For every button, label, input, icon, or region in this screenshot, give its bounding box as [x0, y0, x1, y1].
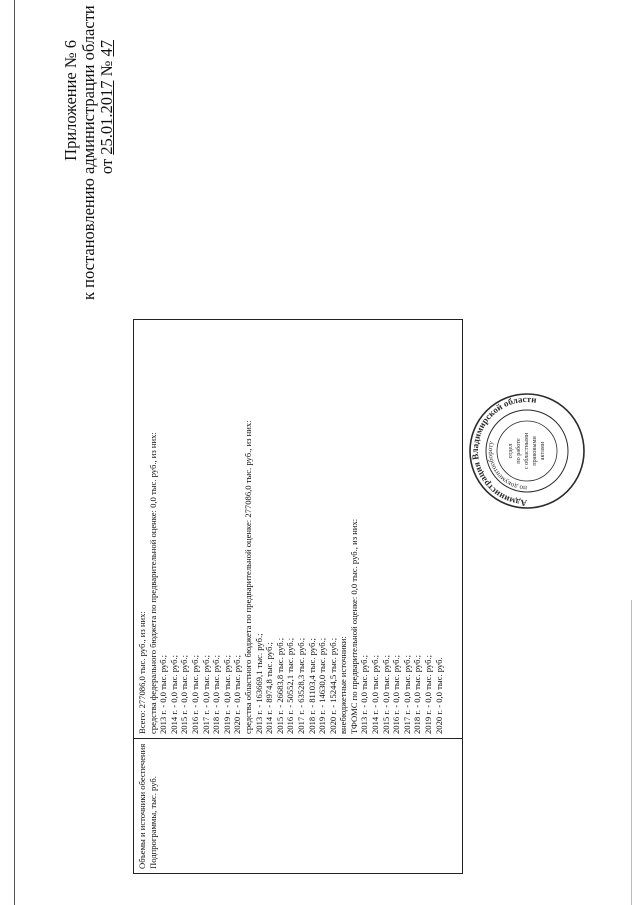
funding-line: 2013 г. - 0,0 тыс. руб.; — [158, 654, 169, 734]
funding-line: 2019 г. - 14630,0 тыс. руб.; — [317, 637, 328, 734]
funding-line: 2019 г. - 0,0 тыс. руб.; — [221, 654, 232, 734]
funding-line: 2018 г. - 0,0 тыс. руб.; — [211, 654, 222, 734]
document-number: 47 — [97, 40, 116, 57]
number-sign: № — [97, 60, 116, 77]
from-label: от — [97, 158, 116, 175]
stamp-center-line: актами — [539, 441, 546, 461]
table-label-cell: Объемы и источники обеспечения Подпрограммы, тыс. руб. — [134, 738, 462, 873]
stamp-center-line: с областными — [523, 432, 530, 470]
funding-line: 2020 г. - 0,0 тыс. руб.; — [232, 654, 243, 734]
funding-line: 2014 г. - 0,0 тыс. руб.; — [168, 654, 179, 734]
funding-line: 2015 г. - 26683,8 тыс. руб.; — [274, 637, 285, 734]
funding-line: Всего: 277086,0 тыс. руб., из них: — [137, 611, 147, 734]
scan-edge-right — [631, 600, 632, 905]
stamp-inner-text: по документообороту — [485, 440, 528, 493]
scan-edge-left — [14, 0, 15, 905]
funding-line: 2016 г. - 0,0 тыс. руб.; — [391, 654, 402, 734]
stamp-center-line: правовыми — [531, 436, 538, 466]
stamp-outer-text: Администрация Владимирской области — [469, 393, 538, 509]
funding-line: 2018 г. - 81103,4 тыс. руб.; — [306, 638, 317, 734]
funding-line: 2016 г. - 0,0 тыс. руб.; — [189, 654, 200, 734]
funding-line: 2013 г. - 163669,1 тыс. руб.; — [253, 633, 264, 734]
stamp-center-line: отдел — [507, 443, 514, 459]
funding-line: ТФОМС по предварительной оценке: 0,0 тыс. руб., из них: — [348, 518, 359, 734]
funding-line: 2014 г. - 0,0 тыс. руб.; — [370, 654, 381, 734]
funding-line: внебюджетные источники: — [338, 636, 349, 734]
funding-line: 2015 г. - 0,0 тыс. руб.; — [179, 654, 190, 734]
table-content-cell — [134, 320, 462, 738]
funding-line: 2017 г. - 63528,3 тыс. руб.; — [295, 637, 306, 734]
funding-line: 2020 г. - 0,0 тыс. руб. — [433, 657, 444, 734]
funding-line: средства федерального бюджета по предварительной оценке: 0,0 тыс. руб., из них: — [147, 432, 158, 734]
funding-line: средства областного бюджета по предварительной оценке: 277086,0 тыс. руб., из них: — [242, 420, 253, 734]
document-header — [61, 5, 132, 300]
date-number-line — [98, 40, 116, 300]
stamp-seal-icon — [467, 391, 587, 511]
funding-line: 2013 г. - 0,0 тыс. руб.; — [359, 654, 370, 734]
funding-table — [133, 319, 463, 874]
funding-line: 2017 г. - 0,0 тыс. руб.; — [401, 654, 412, 734]
resolution-reference: к постановлению администрации области — [79, 5, 98, 300]
funding-line: 2019 г. - 0,0 тыс. руб.; — [423, 654, 434, 734]
stamp-center-line: по работе — [515, 438, 522, 464]
appendix-title: Приложение № 6 — [61, 40, 80, 161]
funding-line: 2014 г. - 8974,8 тыс. руб.; — [264, 642, 275, 734]
funding-line: 2018 г. - 0,0 тыс. руб.; — [412, 654, 423, 734]
funding-line: 2017 г. - 0,0 тыс. руб.; — [200, 654, 211, 734]
official-stamp — [467, 391, 587, 511]
document-date: 25.01.2017 — [97, 80, 116, 155]
funding-line: 2016 г. - 50552,1 тыс. руб.; — [285, 637, 296, 734]
funding-line: 2015 г. - 0,0 тыс. руб.; — [380, 654, 391, 734]
funding-line: 2020 г. - 15244,5 тыс. руб.; — [327, 637, 338, 734]
